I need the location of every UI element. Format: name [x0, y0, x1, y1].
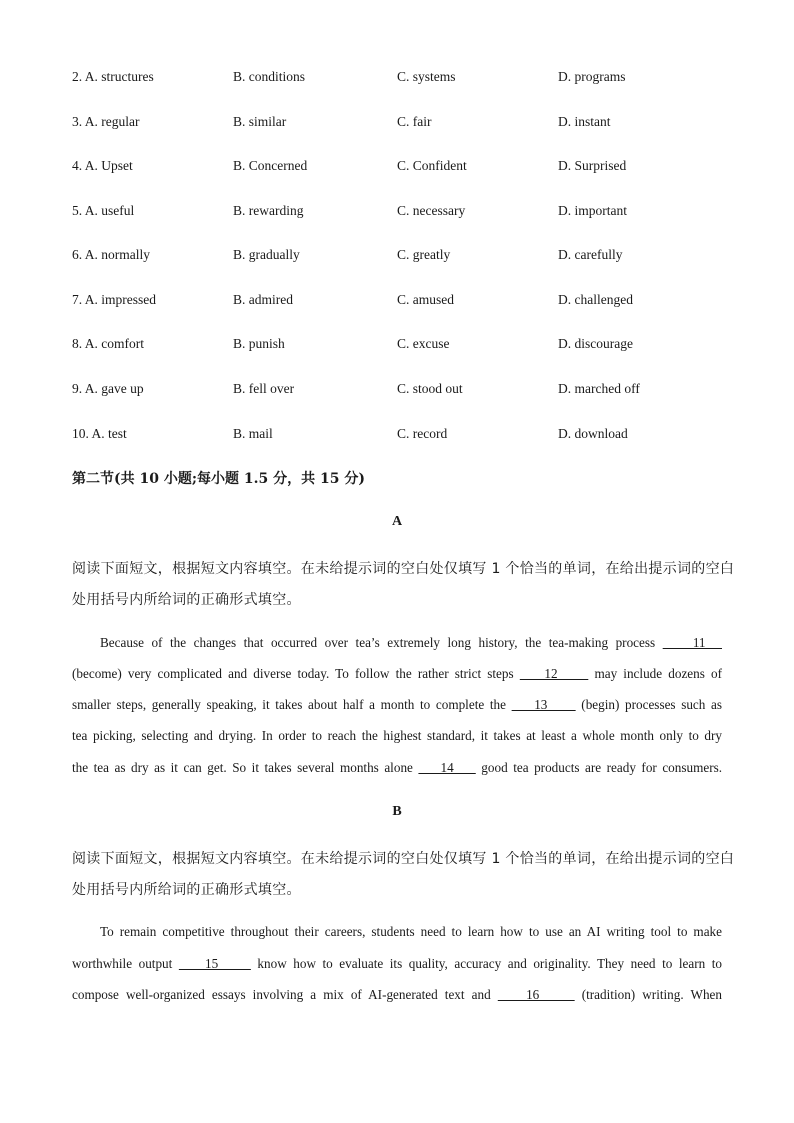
option-d: D. marched off — [558, 381, 640, 396]
option-a: 4. A. Upset — [72, 158, 133, 173]
option-d: D. programs — [558, 69, 626, 84]
choice-row — [72, 114, 732, 134]
text: Because of the changes that occurred over tea’s extremely long history, the tea-making process — [100, 635, 656, 650]
option-c: C. necessary — [397, 203, 466, 218]
choice-row — [72, 158, 732, 178]
option-b: B. mail — [233, 426, 273, 441]
option-c: C. stood out — [397, 381, 463, 396]
passage-b-line — [72, 956, 722, 972]
choice-row — [72, 426, 732, 446]
text: To remain competitive throughout their careers, students need to learn how to use an AI writing tool to make — [100, 924, 722, 939]
choice-row — [72, 203, 732, 223]
passage-a-instruction-line-2: 处用括号内所给词的正确形式填空。 — [72, 592, 301, 608]
text: compose well-organized essays involving a mix of AI-generated text and — [72, 987, 491, 1002]
text: smaller steps, generally speaking, it takes about half a month to complete the — [72, 697, 506, 712]
text: tea picking, selecting and drying. In order to reach the highest standard, it takes at least a whole month only to dry — [72, 728, 722, 743]
text: worthwhile output — [72, 956, 173, 971]
choice-row — [72, 381, 732, 401]
section-heading: 第二节(共 10 小题;每小题 1.5 分，共 15 分) — [72, 471, 365, 487]
option-a: 5. A. useful — [72, 203, 135, 218]
option-b: B. rewarding — [233, 203, 304, 218]
option-c: C. amused — [397, 292, 454, 307]
option-c: C. fair — [397, 114, 432, 129]
option-d: D. instant — [558, 114, 611, 129]
choice-row — [72, 69, 732, 89]
option-a: 6. A. normally — [72, 247, 150, 262]
option-b: B. fell over — [233, 381, 295, 396]
text: (become) very complicated and diverse today. To follow the rather strict steps — [72, 666, 514, 681]
option-c: C. systems — [397, 69, 456, 84]
choice-row — [72, 247, 732, 267]
blank-13[interactable]: 13 — [511, 697, 576, 712]
text: (tradition) writing. When — [581, 987, 722, 1002]
option-b: B. conditions — [233, 69, 306, 84]
passage-a-line — [72, 697, 722, 713]
option-b: B. Concerned — [233, 158, 308, 173]
text: good tea products are ready for consumers. — [481, 760, 723, 775]
option-a: 8. A. comfort — [72, 336, 144, 351]
choice-row — [72, 336, 732, 356]
option-a: 10. A. test — [72, 426, 127, 441]
option-c: C. greatly — [397, 247, 451, 262]
passage-b-line — [72, 987, 722, 1003]
passage-b-instruction-line-2: 处用括号内所给词的正确形式填空。 — [72, 882, 301, 898]
option-c: C. Confident — [397, 158, 467, 173]
text: may include dozens of — [594, 666, 723, 681]
option-b: B. admired — [233, 292, 293, 307]
option-d: D. Surprised — [558, 158, 627, 173]
passage-a-line — [72, 728, 722, 744]
passage-a-instruction-line-1: 阅读下面短文，根据短文内容填空。在未给提示词的空白处仅填写 1 个恰当的单词，在给出提示词的空白 — [72, 561, 735, 577]
option-d: D. download — [558, 426, 628, 441]
option-b: B. gradually — [233, 247, 300, 262]
text: the tea as dry as it can get. So it takes several months alone — [72, 760, 413, 775]
text: know how to evaluate its quality, accuracy and originality. They need to learn to — [257, 956, 723, 971]
passage-a-line — [72, 666, 722, 682]
blank-12[interactable]: 12 — [519, 666, 589, 681]
option-c: C. excuse — [397, 336, 450, 351]
passage-a-line — [100, 635, 722, 651]
option-d: D. challenged — [558, 292, 633, 307]
option-d: D. carefully — [558, 247, 623, 262]
option-d: D. important — [558, 203, 627, 218]
option-a: 9. A. gave up — [72, 381, 144, 396]
passage-b-instruction-line-1: 阅读下面短文，根据短文内容填空。在未给提示词的空白处仅填写 1 个恰当的单词，在给出提示词的空白 — [72, 851, 735, 867]
option-d: D. discourage — [558, 336, 633, 351]
passage-b-line — [100, 924, 722, 940]
blank-11[interactable]: 11 — [662, 635, 722, 650]
text: (begin) processes such as — [581, 697, 723, 712]
option-a: 2. A. structures — [72, 69, 154, 84]
option-b: B. punish — [233, 336, 285, 351]
option-a: 7. A. impressed — [72, 292, 156, 307]
option-c: C. record — [397, 426, 448, 441]
option-b: B. similar — [233, 114, 287, 129]
passage-a-line — [72, 760, 722, 776]
choice-row — [72, 292, 732, 312]
blank-14[interactable]: 14 — [418, 760, 476, 775]
blank-16[interactable]: 16 — [497, 987, 575, 1002]
blank-15[interactable]: 15 — [178, 956, 251, 971]
passage-b-letter: B — [392, 804, 402, 819]
passage-a-letter: A — [391, 514, 403, 529]
option-a: 3. A. regular — [72, 114, 140, 129]
